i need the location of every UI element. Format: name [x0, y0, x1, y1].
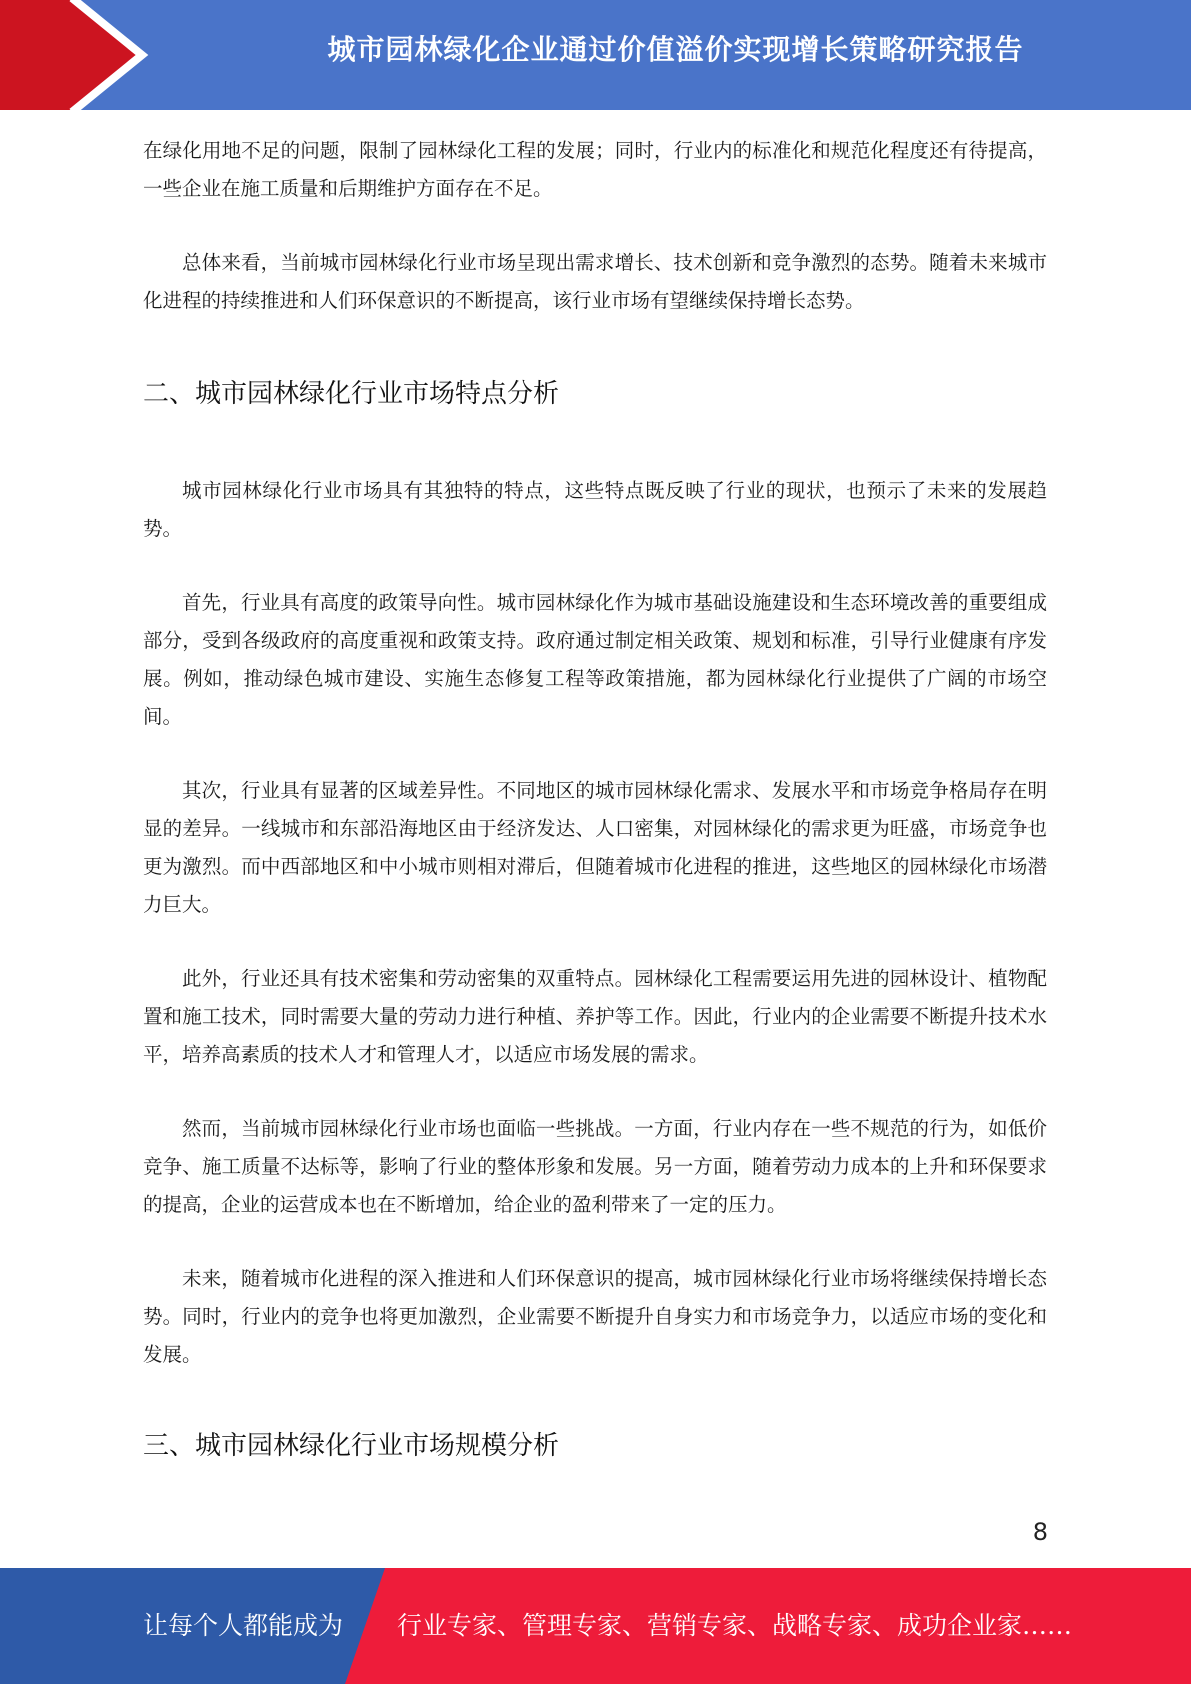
section-heading: 二、城市园林绿化行业市场特点分析: [143, 379, 560, 409]
paragraph: 首先，行业具有高度的政策导向性。城市园林绿化作为城市基础设施建设和生态环境改善的重要组成部分，受到各级政府的高度重视和政策支持。政府通过制定相关政策、规划和标准，引导行业健康有序发展。例如，推动绿色城市建设、实施生态修复工程等政策措施，都为园林绿化行业提供了广阔的市场空间。: [143, 591, 1047, 728]
page-footer: [0, 1568, 1191, 1684]
paragraph: 在绿化用地不足的问题，限制了园林绿化工程的发展；同时，行业内的标准化和规范化程度还有待提高，一些企业在施工质量和后期维护方面存在不足。: [143, 139, 1047, 200]
paragraph: 总体来看，当前城市园林绿化行业市场呈现出需求增长、技术创新和竞争激烈的态势。随着未来城市化进程的持续推进和人们环保意识的不断提高，该行业市场有望继续保持增长态势。: [143, 251, 1047, 312]
chevron-red-shape: [0, 0, 140, 110]
page-content: [143, 132, 1047, 1466]
page-header: [0, 0, 1191, 110]
report-title: 城市园林绿化企业通过价值溢价实现增长策略研究报告: [327, 33, 1024, 66]
footer-slogan-left: 让每个人都能成为: [143, 1611, 344, 1640]
section-heading: 三、城市园林绿化行业市场规模分析: [143, 1431, 560, 1461]
paragraph: 城市园林绿化行业市场具有其独特的特点，这些特点既反映了行业的现状，也预示了未来的发展趋势。: [143, 479, 1047, 540]
header-chevron-icon: [0, 0, 160, 110]
paragraph: 未来，随着城市化进程的深入推进和人们环保意识的提高，城市园林绿化行业市场将继续保持增长态势。同时，行业内的竞争也将更加激烈，企业需要不断提升自身实力和市场竞争力，以适应市场的变化和发展。: [143, 1267, 1047, 1366]
footer-slogan-right: 行业专家、管理专家、营销专家、战略专家、成功企业家……: [397, 1611, 1073, 1640]
paragraph: 此外，行业还具有技术密集和劳动密集的双重特点。园林绿化工程需要运用先进的园林设计、植物配置和施工技术，同时需要大量的劳动力进行种植、养护等工作。因此，行业内的企业需要不断提升技术水平，培养高素质的技术人才和管理人才，以适应市场发展的需求。: [143, 967, 1047, 1066]
paragraph: 其次，行业具有显著的区域差异性。不同地区的城市园林绿化需求、发展水平和市场竞争格局存在明显的差异。一线城市和东部沿海地区由于经济发达、人口密集，对园林绿化的需求更为旺盛，市场竞争也更为激烈。而中西部地区和中小城市则相对滞后，但随着城市化进程的推进，这些地区的园林绿化市场潜力巨大。: [143, 779, 1047, 916]
page-number: 8: [1032, 1518, 1048, 1546]
paragraph: 然而，当前城市园林绿化行业市场也面临一些挑战。一方面，行业内存在一些不规范的行为，如低价竞争、施工质量不达标等，影响了行业的整体形象和发展。另一方面，随着劳动力成本的上升和环保要求的提高，企业的运营成本也在不断增加，给企业的盈利带来了一定的压力。: [143, 1117, 1047, 1216]
